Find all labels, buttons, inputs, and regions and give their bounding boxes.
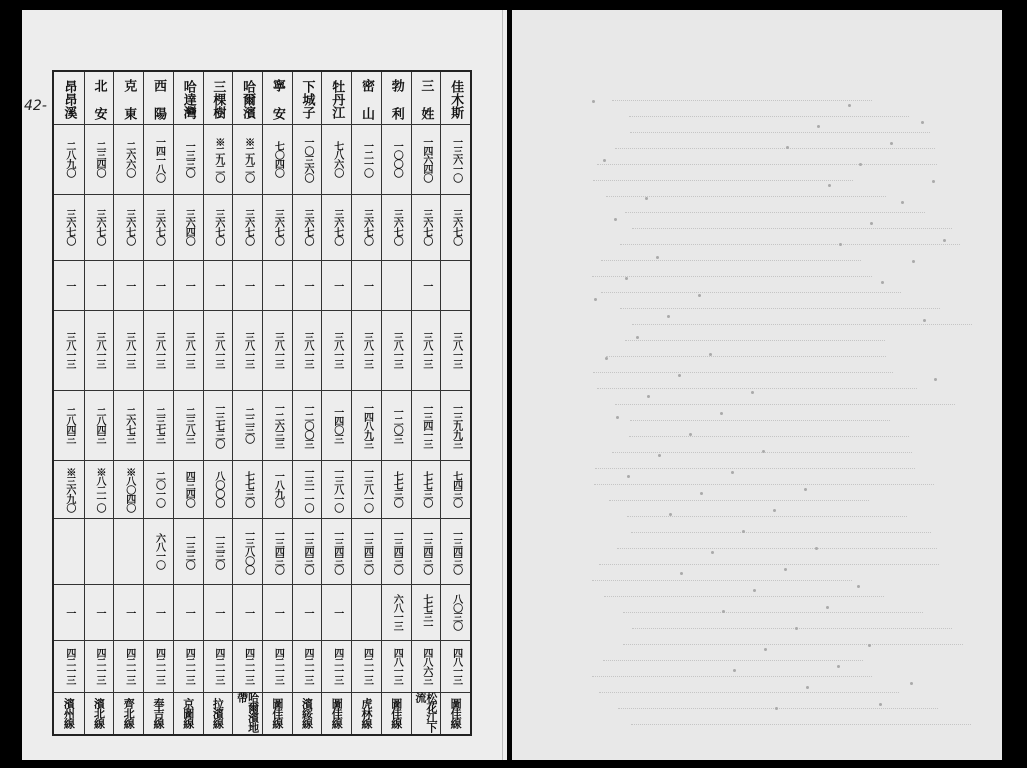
bleedthrough-dot [826,606,829,609]
station-name: 寧 安 [269,78,285,120]
rate-value: 一 [183,607,195,617]
rate-value: 七四三〇 [450,471,462,507]
rate-value: 一 [63,607,75,617]
railway-line-name: 圖佳線 [330,698,344,728]
bleedthrough-row [615,404,955,415]
bleedthrough-dot [859,163,862,166]
bleedthrough-row [630,132,930,143]
rate-value: 一 [94,280,106,290]
rate-value: 二三四〇 [94,141,106,177]
railway-line-name: 京圖線 [181,698,195,728]
rate-value: ※三六九〇 [63,466,75,512]
station-column [113,72,143,734]
bleedthrough-dot [647,395,650,398]
rate-value: 四三四〇 [183,471,195,507]
bleedthrough-row [612,100,872,111]
bleedthrough-dot [775,707,778,710]
rate-value: 一二一〇 [361,141,373,177]
bleedthrough-row [625,340,885,351]
rate-value: 一三三〇 [183,533,195,569]
bleedthrough-row [612,452,912,463]
rate-value: 一三四三〇 [272,528,284,574]
bleedthrough-row [604,596,884,607]
rate-value: 四二一三 [361,648,373,684]
bleedthrough-dot [912,260,915,263]
rate-value: 一 [183,280,195,290]
railway-line-name: 哈爾濱地帶 [235,692,260,732]
station-column [84,72,114,734]
rate-value: 三八一三 [123,332,135,368]
bleedthrough-row [632,324,972,335]
railway-line-name: 圖佳線 [270,698,284,728]
bleedthrough-dot [742,530,745,533]
rate-value: 二〇一〇 [153,471,165,507]
bleedthrough-row [625,212,925,223]
bleedthrough-dot [815,547,818,550]
rate-value: 七八六〇 [331,141,343,177]
bleedthrough-dot [828,184,831,187]
station-name: 西 陽 [150,78,166,120]
bleedthrough-dot [923,319,926,322]
rate-value: 三八一三 [331,332,343,368]
rate-value: 一三一一〇 [302,466,314,512]
rate-value: 三六七〇 [123,209,135,245]
rate-value: 一 [63,280,75,290]
rate-value: 一 [361,280,373,290]
rate-value: 七七三〇 [242,471,254,507]
station-column [411,72,441,734]
bleedthrough-dot [839,243,842,246]
rate-value: 四二一三 [331,648,343,684]
bleedthrough-dot [795,627,798,630]
rate-value: 一 [272,280,284,290]
rate-value: 三六七〇 [272,209,284,245]
rate-value: 三六七〇 [94,209,106,245]
rate-value: 三六七〇 [450,209,462,245]
rate-value: 二六七三 [123,407,135,443]
rate-value: 一〇三六〇 [302,136,314,182]
bleedthrough-dot [667,315,670,318]
rate-value: 一 [272,607,284,617]
bleedthrough-row [632,628,952,639]
rate-value: 二八四三 [94,407,106,443]
rate-value: 四八一三 [450,648,462,684]
rate-value: 六八一〇 [153,533,165,569]
bleedthrough-row [631,532,931,543]
bleedthrough-row [592,580,852,591]
bleedthrough-dot [806,686,809,689]
rate-value: 三六七〇 [391,209,403,245]
rate-value: 一三四三〇 [420,528,432,574]
rate-value: 一三四三〇 [331,528,343,574]
rate-value: 一三四三〇 [450,528,462,574]
bleedthrough-dot [921,121,924,124]
bleedthrough-dot [700,492,703,495]
rate-value: 七〇四〇 [272,141,284,177]
rate-value: ※二九二〇 [212,136,224,182]
rate-value: 三六七〇 [420,209,432,245]
rate-value: 一四六四〇 [420,136,432,182]
rate-value: 三八一三 [450,332,462,368]
bleedthrough-dot [762,450,765,453]
railway-line-name: 濱州線 [62,698,76,728]
rate-value: 一八九〇 [272,471,284,507]
rate-value: 三六七〇 [242,209,254,245]
rate-value: 二八九〇 [63,141,75,177]
railway-line-name: 濱北線 [92,698,106,728]
rate-value: 三八一三 [183,332,195,368]
station-name: 哈達灣 [180,79,196,119]
rate-value: 八〇三〇 [450,594,462,630]
bleedthrough-dot [753,589,756,592]
rate-value: 一 [242,280,254,290]
station-column [173,72,203,734]
bleedthrough-dot [698,294,701,297]
rate-value: 七七三〇 [391,471,403,507]
rate-value: 三八一三 [94,332,106,368]
bleedthrough-row [627,516,907,527]
rate-value: 四二一三 [212,648,224,684]
left-page [22,10,507,760]
rate-value: 一 [123,280,135,290]
bleedthrough-dot [720,412,723,415]
railway-line-name: 虎林線 [359,698,373,728]
bleedthrough-dot [848,104,851,107]
rate-value: 一 [331,607,343,617]
rate-value: 一三三〇 [212,533,224,569]
rate-value: 一三三〇 [183,141,195,177]
bleedthrough-dot [879,703,882,706]
bleedthrough-dot [786,146,789,149]
bleedthrough-dot [890,142,893,145]
station-column [440,72,470,734]
rate-value: 三八一三 [242,332,254,368]
bleedthrough-row [629,436,909,447]
rate-value: 二二三〇 [242,407,254,443]
rate-value: 一 [153,607,165,617]
bleedthrough-dot [645,197,648,200]
rate-value: 三六七〇 [153,209,165,245]
bleedthrough-row [606,196,886,207]
faded-bleedthrough-text [592,100,972,740]
railway-line-name: 齊北線 [122,698,136,728]
bleedthrough-dot [616,416,619,419]
rate-value: 四二一三 [153,648,165,684]
rate-value: ※八〇四〇 [123,466,135,512]
bleedthrough-dot [784,568,787,571]
rate-value: 二三八三 [183,407,195,443]
rate-value: 一三四三〇 [361,528,373,574]
rate-value: 一二六三三 [272,402,284,448]
rate-value: 三八一三 [153,332,165,368]
rate-value: 三六七〇 [212,209,224,245]
rate-value: 一 [331,280,343,290]
bleedthrough-dot [932,180,935,183]
rate-value: 一三七三〇 [212,402,224,448]
rate-value: 一 [123,607,135,617]
bleedthrough-dot [837,665,840,668]
bleedthrough-row [623,612,923,623]
bleedthrough-row [606,356,886,367]
railway-line-name: 濱綏線 [300,698,314,728]
rate-value: 一 [94,607,106,617]
station-name: 哈爾濱 [240,79,256,119]
freight-rate-table [52,70,472,736]
rate-value: 四二一三 [94,648,106,684]
bleedthrough-dot [594,298,597,301]
right-page-blank [512,10,1002,760]
bleedthrough-dot [614,218,617,221]
rate-value: 一三八一〇 [331,466,343,512]
rate-value: 四二一三 [272,648,284,684]
station-name: 克 東 [121,78,137,120]
rate-value: 一三四三〇 [302,528,314,574]
bleedthrough-row [601,260,861,271]
bleedthrough-dot [627,475,630,478]
station-name: 勃 利 [388,78,404,120]
station-column [203,72,233,734]
bleedthrough-dot [881,281,884,284]
railway-line-name: 奉吉線 [151,698,165,728]
bleedthrough-dot [733,669,736,672]
station-name: 三 姓 [418,78,434,120]
rate-value: 一 [242,607,254,617]
bleedthrough-dot [868,644,871,647]
bleedthrough-dot [711,551,714,554]
bleedthrough-dot [658,454,661,457]
rate-value: 三八一三 [272,332,284,368]
station-column [262,72,292,734]
rate-value: 一四一八〇 [153,136,165,182]
rate-value: 三六七〇 [331,209,343,245]
bleedthrough-dot [636,336,639,339]
bleedthrough-row [593,180,853,191]
rate-value: 三六七〇 [361,209,373,245]
rate-value: 三八一三 [361,332,373,368]
station-name: 三棵樹 [210,79,226,119]
rate-value: 一二〇三 [391,407,403,443]
bleedthrough-dot [678,374,681,377]
bleedthrough-dot [625,277,628,280]
bleedthrough-row [618,708,938,719]
bleedthrough-dot [603,159,606,162]
station-column [321,72,351,734]
bleedthrough-row [599,692,899,703]
bleedthrough-dot [605,357,608,360]
bleedthrough-row [620,244,960,255]
rate-value: ※二九二〇 [242,136,254,182]
rate-value: 一 [420,280,432,290]
rate-value: 四二一三 [242,648,254,684]
rate-value: 六八一三 [391,594,403,630]
station-column [292,72,322,734]
station-column [143,72,173,734]
bleedthrough-dot [773,509,776,512]
bleedthrough-dot [817,125,820,128]
rate-value: 四二一三 [183,648,195,684]
bleedthrough-row [601,292,901,303]
station-name: 北 安 [91,78,107,120]
bleedthrough-row [592,276,872,287]
rate-value: 四八一三 [391,648,403,684]
bleedthrough-row [594,484,934,495]
rate-value: 一 [212,607,224,617]
station-name: 昂昂溪 [61,79,77,119]
bleedthrough-dot [689,433,692,436]
rate-value: 四二一三 [302,648,314,684]
rate-value: 一二〇〇三 [302,402,314,448]
rate-value: 四八六三 [420,648,432,684]
bleedthrough-dot [680,572,683,575]
rate-value: 一 [153,280,165,290]
bleedthrough-row [615,148,935,159]
bleedthrough-row [629,116,909,127]
bleedthrough-row [599,564,939,575]
station-name: 牡丹江 [329,79,345,119]
bleedthrough-row [630,420,890,431]
rate-value: 三八一三 [212,332,224,368]
rate-value: 一三四一三 [420,402,432,448]
rate-value: 三八一三 [391,332,403,368]
bleedthrough-row [592,676,872,687]
rate-value: 三八一三 [302,332,314,368]
page-number-mark: 42- [24,98,47,114]
bleedthrough-row [595,468,915,479]
railway-line-name: 圖佳線 [449,698,463,728]
bleedthrough-row [631,724,971,735]
bleedthrough-dot [943,239,946,242]
station-name: 下城子 [299,79,315,119]
rate-value: 二六六〇 [123,141,135,177]
bleedthrough-row [597,164,937,175]
bleedthrough-dot [669,513,672,516]
rate-value: 一 [302,607,314,617]
page-edge-line [502,10,503,760]
bleedthrough-dot [709,353,712,356]
bleedthrough-dot [857,585,860,588]
rate-value: 一〇〇〇 [391,141,403,177]
station-column [232,72,262,734]
rate-value: 一 [212,280,224,290]
station-name: 佳木斯 [448,79,464,119]
station-name: 密 山 [358,78,374,120]
bleedthrough-dot [901,201,904,204]
rate-value: 四二一三 [123,648,135,684]
bleedthrough-dot [656,256,659,259]
rate-value: 一四〇三 [331,407,343,443]
rate-value: 三八一三 [63,332,75,368]
bleedthrough-dot [910,682,913,685]
bleedthrough-dot [764,648,767,651]
bleedthrough-row [617,548,937,559]
rate-value: 一三九九三 [450,402,462,448]
rate-value: 三六四〇 [183,209,195,245]
rate-value: 一三八〇〇 [242,528,254,574]
rate-value: 二三七三 [153,407,165,443]
rate-value: 一四八九三 [361,402,373,448]
bleedthrough-dot [804,488,807,491]
bleedthrough-row [593,372,893,383]
rate-value: 三六七〇 [63,209,75,245]
station-column [351,72,381,734]
bleedthrough-dot [722,610,725,613]
rate-value: 一 [302,280,314,290]
bleedthrough-row [632,228,952,239]
rate-value: 一三八一〇 [361,466,373,512]
station-column [54,72,84,734]
rate-value: 二八四三 [63,407,75,443]
rate-value: 三六七〇 [302,209,314,245]
railway-line-name: 圖佳線 [389,698,403,728]
rate-value: 四二一三 [63,648,75,684]
station-column [381,72,411,734]
rate-value: 八〇〇〇 [212,471,224,507]
bleedthrough-row [623,644,963,655]
rate-value: 七七三一 [420,594,432,630]
bleedthrough-row [597,388,917,399]
bleedthrough-dot [870,222,873,225]
rate-value: 一三四三〇 [391,528,403,574]
bleedthrough-dot [592,100,595,103]
rate-value: 三八一三 [420,332,432,368]
bleedthrough-dot [934,378,937,381]
rate-value: ※八二一〇 [94,466,106,512]
railway-line-name: 拉濱線 [211,698,225,728]
bleedthrough-dot [731,471,734,474]
bleedthrough-dot [751,391,754,394]
rate-value: 一三六一〇 [450,136,462,182]
bleedthrough-row [609,500,869,511]
railway-line-name: 松花江下流 [413,692,438,732]
rate-value: 七七三〇 [420,471,432,507]
